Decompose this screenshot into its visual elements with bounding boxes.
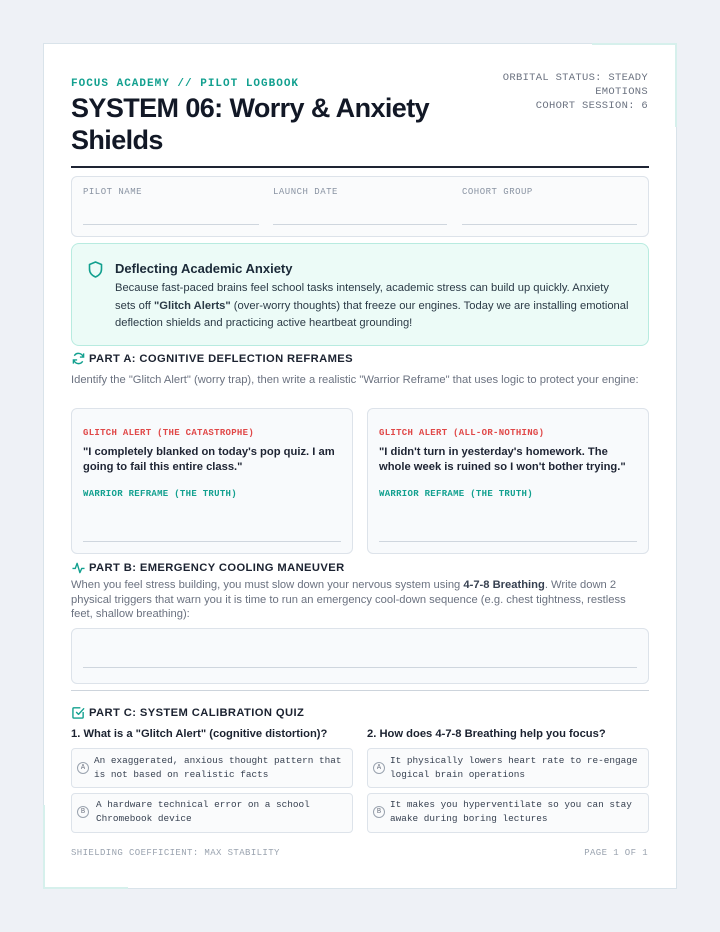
checkbox-icon: [72, 706, 85, 719]
part-b-text: . Write down 2 physical triggers that warn you it is time to run an emergency cool-down sequence (e.g. chest tightness, restless feet, shallow breathing):: [71, 579, 626, 620]
glitch-quote: "I didn't turn in yesterday's homework. The whole week is ruined so I won't bother trying.": [379, 446, 626, 473]
cohort-group-label: COHORT GROUP: [462, 187, 533, 197]
callout-title: Deflecting Academic Anxiety: [115, 261, 293, 276]
pilot-name-label: PILOT NAME: [83, 187, 143, 197]
quiz-question: 2. How does 4-7-8 Breathing help you focus?: [367, 728, 606, 740]
header-rule: [71, 166, 649, 168]
glitch-quote: "I completely blanked on today's pop quiz. I am going to fail this entire class.": [83, 446, 335, 473]
page-number: PAGE 1 OF 1: [584, 848, 648, 858]
status-line: EMOTIONS: [595, 86, 648, 98]
triggers-answer-box: [71, 628, 649, 684]
option-text: A hardware technical error on a school Chromebook device: [96, 799, 310, 824]
callout-text: Because fast-paced brains feel school tasks intensely, academic stress can build up quickly. Anxiety sets off: [115, 282, 609, 312]
launch-date-field[interactable]: [273, 224, 447, 225]
launch-date-label: LAUNCH DATE: [273, 187, 338, 197]
header-kicker: FOCUS ACADEMY // PILOT LOGBOOK: [71, 78, 300, 90]
pilot-info-box: [71, 176, 649, 237]
option-text: An exaggerated, anxious thought pattern that is not based on realistic facts: [94, 755, 342, 780]
pulse-icon: [72, 562, 85, 574]
pilot-name-field[interactable]: [83, 224, 259, 225]
status-line: COHORT SESSION: 6: [535, 100, 648, 112]
triggers-answer-line[interactable]: [83, 667, 637, 668]
option-text: It makes you hyperventilate so you can stay awake during boring lectures: [390, 799, 632, 824]
warrior-reframe-answer[interactable]: [379, 541, 637, 542]
glitch-alert-label: GLITCH ALERT (THE CATASTROPHE): [83, 428, 255, 438]
status-line: ORBITAL STATUS: STEADY: [502, 72, 648, 84]
refresh-icon: [72, 352, 85, 365]
option-text: It physically lowers heart rate to re-engage logical brain operations: [390, 755, 638, 780]
part-c-heading: PART C: SYSTEM CALIBRATION QUIZ: [89, 707, 305, 719]
option-radio[interactable]: B: [373, 806, 385, 818]
warrior-reframe-label: WARRIOR REFRAME (THE TRUTH): [83, 489, 237, 499]
part-a-heading: PART A: COGNITIVE DEFLECTION REFRAMES: [89, 353, 354, 365]
shield-icon: [88, 261, 103, 278]
part-b-text: When you feel stress building, you must slow down your nervous system using: [71, 579, 464, 591]
section-divider: [71, 690, 649, 691]
breathing-term: 4-7-8 Breathing: [463, 579, 545, 591]
part-b-heading: PART B: EMERGENCY COOLING MANEUVER: [89, 562, 345, 574]
callout-bold-term: "Glitch Alerts": [153, 299, 231, 312]
part-b-description: [71, 578, 646, 622]
option-radio[interactable]: A: [77, 762, 89, 774]
warrior-reframe-answer[interactable]: [83, 541, 341, 542]
cohort-group-field[interactable]: [462, 224, 637, 225]
callout-text: (over-worry thoughts) that freeze our engines. Today we are installing emotional deflection shields and practicing active heartbeat grounding!: [115, 299, 629, 329]
callout-body: [115, 280, 630, 333]
page-title: SYSTEM 06: Worry & Anxiety Shields: [71, 93, 429, 155]
quiz-question: 1. What is a "Glitch Alert" (cognitive distortion)?: [71, 728, 328, 740]
footer-left: SHIELDING COEFFICIENT: MAX STABILITY: [71, 848, 280, 858]
glitch-alert-label: GLITCH ALERT (ALL-OR-NOTHING): [379, 428, 545, 438]
option-radio[interactable]: B: [77, 806, 89, 818]
warrior-reframe-label: WARRIOR REFRAME (THE TRUTH): [379, 489, 533, 499]
status-block: [468, 71, 648, 113]
part-a-description: Identify the "Glitch Alert" (worry trap), then write a realistic "Warrior Reframe" that uses logic to protect your engine:: [71, 374, 639, 386]
option-radio[interactable]: A: [373, 762, 385, 774]
